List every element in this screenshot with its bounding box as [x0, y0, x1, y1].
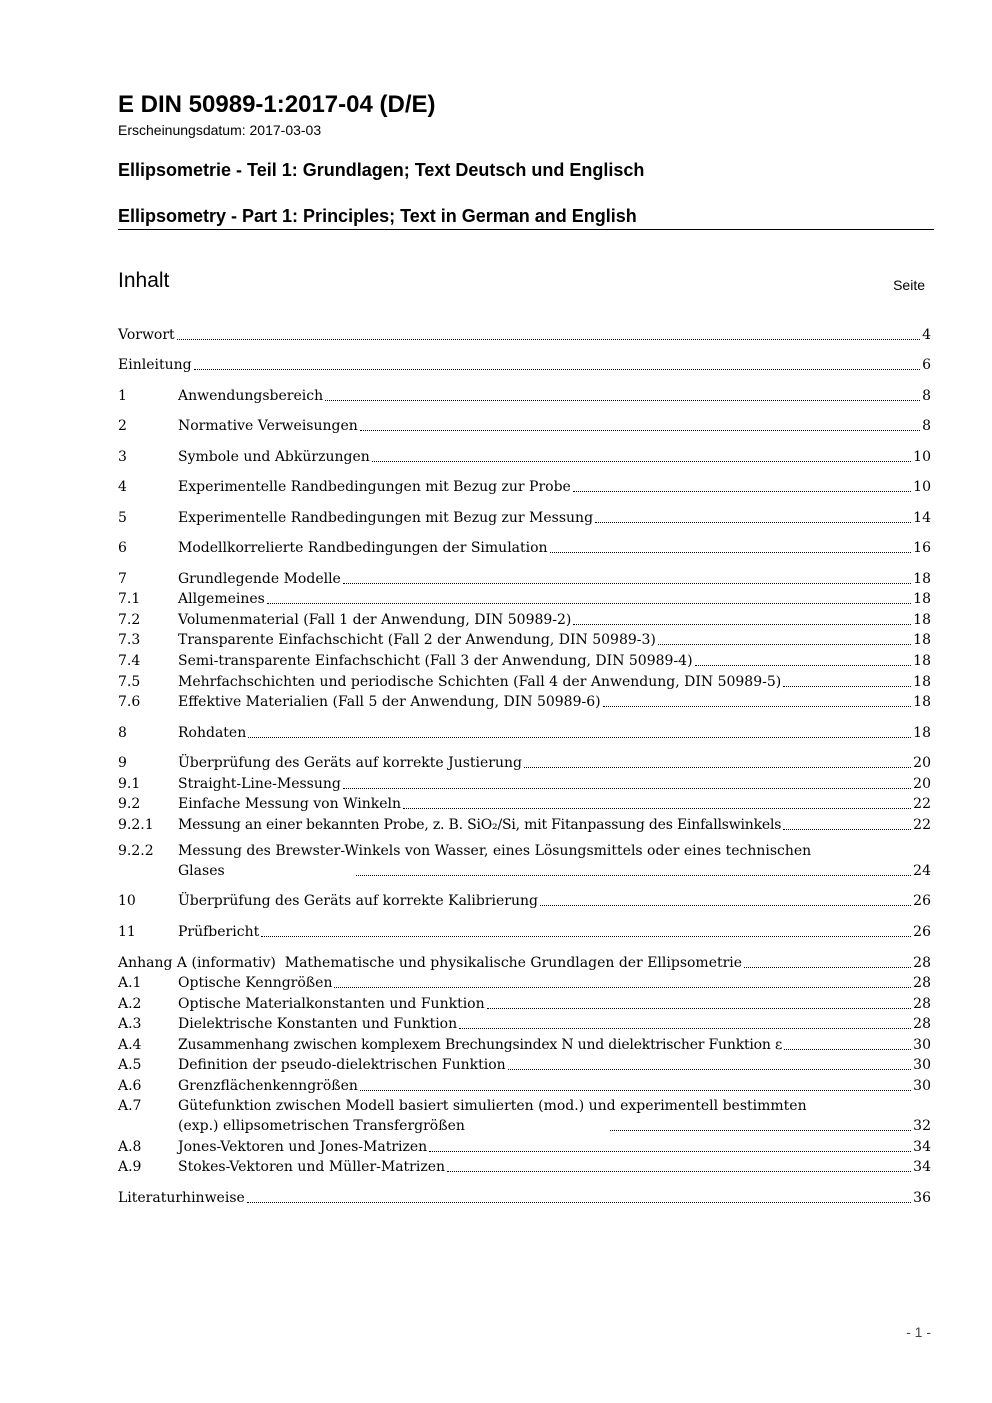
toc-entry-number: A.6 — [118, 1078, 142, 1094]
toc-entry-title: Messung des Brewster-Winkels von Wasser, eines Lösungsmittels oder eines technischen Glases — [178, 843, 812, 879]
toc-entry-page: 20 — [913, 776, 931, 792]
toc-entry-page: 8 — [922, 388, 931, 404]
toc-entry-title: Transparente Einfachschicht (Fall 2 der Anwendung, DIN 50989-3) — [178, 632, 656, 648]
toc-entry-6[interactable] — [118, 538, 931, 558]
publication-date: Erscheinungsdatum: 2017-03-03 — [118, 122, 322, 138]
toc-entry-page: 16 — [913, 540, 931, 556]
toc-entry-title: Straight-Line-Messung — [178, 776, 341, 792]
leader-dots — [247, 1202, 911, 1203]
toc-entry-title: Literaturhinweise — [118, 1190, 245, 1206]
toc-entry-title: Zusammenhang zwischen komplexem Brechungsindex N und dielektrischer Funktion ε — [178, 1037, 783, 1053]
toc-entry-einleitung[interactable] — [118, 355, 931, 375]
leader-dots — [267, 603, 911, 604]
toc-entry-number: 9.2.1 — [118, 817, 154, 833]
toc-entry-a-2[interactable] — [118, 994, 931, 1014]
toc-entry-title: Gütefunktion zwischen Modell basiert simulierten (mod.) und experimentell bestimmten (exp.) ellipsometrischen Transfergrößen — [178, 1098, 807, 1134]
toc-entry-page: 34 — [913, 1139, 931, 1155]
toc-entry-page: 10 — [913, 479, 931, 495]
toc-entry-number: 10 — [118, 893, 136, 909]
toc-entry-title: Überprüfung des Geräts auf korrekte Kalibrierung — [178, 893, 538, 909]
toc-entry-page: 22 — [913, 796, 931, 812]
toc-entry-title: Vorwort — [118, 327, 175, 343]
toc-entry-a-3[interactable] — [118, 1014, 931, 1034]
leader-dots — [429, 1151, 911, 1152]
toc-entry-number: 7.3 — [118, 632, 141, 648]
toc-entry-title: Einleitung — [118, 357, 192, 373]
toc-entry-page: 4 — [922, 327, 931, 343]
toc-entry-page: 24 — [913, 863, 931, 879]
toc-entry-page: 18 — [913, 571, 931, 587]
toc-entry-title: Effektive Materialien (Fall 5 der Anwendung, DIN 50989-6) — [178, 694, 601, 710]
toc-entry-number: 2 — [118, 418, 127, 434]
toc-entry-title: Semi-transparente Einfachschicht (Fall 3 der Anwendung, DIN 50989-4) — [178, 653, 693, 669]
toc-entry-a-4[interactable] — [118, 1035, 931, 1055]
toc-entry-page: 32 — [913, 1118, 931, 1134]
toc-entry-number: 11 — [118, 924, 136, 940]
leader-dots — [573, 491, 911, 492]
toc-entry-number: 3 — [118, 449, 127, 465]
leader-dots — [784, 1049, 911, 1050]
toc-entry-title: Grenzflächenkenngrößen — [178, 1078, 358, 1094]
toc-entry-number: 7.1 — [118, 591, 141, 607]
toc-entry-a-8[interactable] — [118, 1137, 931, 1157]
toc-entry-title: Überprüfung des Geräts auf korrekte Justierung — [178, 755, 522, 771]
toc-entry-number: A.2 — [118, 996, 142, 1012]
toc-entry-page: 30 — [913, 1037, 931, 1053]
toc-entry-title: Grundlegende Modelle — [178, 571, 341, 587]
toc-entry-literaturhinweise[interactable] — [118, 1188, 931, 1208]
toc-entry-a-9[interactable] — [118, 1157, 931, 1177]
toc-entry-title: Anwendungsbereich — [178, 388, 324, 404]
toc-entry-title: Mehrfachschichten und periodische Schichten (Fall 4 der Anwendung, DIN 50989-5) — [178, 674, 782, 690]
toc-entry-number: 7.5 — [118, 674, 141, 690]
toc-entry-number: 8 — [118, 725, 127, 741]
leader-dots — [447, 1171, 911, 1172]
toc-entry-a-7[interactable] — [118, 1096, 931, 1136]
toc-entry-number: 9.2.2 — [118, 843, 154, 859]
toc-entry-9-2[interactable] — [118, 794, 931, 814]
toc-entry-a-5[interactable] — [118, 1055, 931, 1075]
toc-entry-number: A.9 — [118, 1159, 142, 1175]
page-number: - 1 - — [906, 1324, 931, 1340]
toc-entry-title: Modellkorrelierte Randbedingungen der Simulation — [178, 540, 548, 556]
toc-entry-page: 6 — [922, 357, 931, 373]
header-divider — [118, 229, 934, 230]
toc-entry-page: 28 — [913, 996, 931, 1012]
toc-heading: Inhalt — [118, 269, 170, 292]
toc-entry-page: 18 — [913, 725, 931, 741]
toc-entry-page: 34 — [913, 1159, 931, 1175]
toc-entry-number: 7.6 — [118, 694, 141, 710]
toc-entry-2[interactable] — [118, 416, 931, 436]
leader-dots — [595, 522, 911, 523]
toc-entry-title: Symbole und Abkürzungen — [178, 449, 370, 465]
leader-dots — [540, 905, 911, 906]
leader-dots — [744, 967, 911, 968]
toc-entry-title: Experimentelle Randbedingungen mit Bezug zur Messung — [178, 510, 594, 526]
toc-entry-page: 18 — [913, 632, 931, 648]
toc-entry-title: Anhang A (informativ) Mathematische und physikalische Grundlagen der Ellipsometrie — [118, 955, 743, 971]
toc-entry-page: 18 — [913, 591, 931, 607]
leader-dots — [325, 400, 920, 401]
toc-entry-number: 5 — [118, 510, 127, 526]
leader-dots — [508, 1069, 912, 1070]
toc-entry-title: Normative Verweisungen — [178, 418, 358, 434]
toc-entry-1[interactable] — [118, 386, 931, 406]
toc-entry-page: 14 — [913, 510, 931, 526]
toc-entry-title: Definition der pseudo-dielektrischen Funktion — [178, 1057, 506, 1073]
toc-entry-11[interactable] — [118, 922, 931, 942]
toc-entry-number: A.8 — [118, 1139, 142, 1155]
toc-entry-page: 30 — [913, 1078, 931, 1094]
toc-entry-7-3[interactable] — [118, 630, 931, 650]
toc-entry-10[interactable] — [118, 891, 931, 911]
toc-entry-number: 9.1 — [118, 776, 141, 792]
leader-dots — [372, 461, 911, 462]
toc-entry-title: Optische Materialkonstanten und Funktion — [178, 996, 485, 1012]
toc-entry-page: 20 — [913, 755, 931, 771]
leader-dots — [261, 936, 911, 937]
toc-entry-7[interactable] — [118, 569, 931, 589]
toc-entry-number: A.3 — [118, 1016, 142, 1032]
toc-entry-number: 1 — [118, 388, 127, 404]
toc-entry-page: 36 — [913, 1190, 931, 1206]
leader-dots — [194, 369, 921, 370]
toc-entry-9-2-2[interactable] — [118, 841, 931, 881]
toc-entry-page: 28 — [913, 975, 931, 991]
leader-dots — [403, 808, 911, 809]
toc-entry-title: Prüfbericht — [178, 924, 260, 940]
toc-entry-number: A.1 — [118, 975, 142, 991]
leader-dots — [573, 624, 911, 625]
toc-entry-number: 6 — [118, 540, 127, 556]
toc-entry-7-5[interactable] — [118, 672, 931, 692]
toc-entry-number: 4 — [118, 479, 127, 495]
toc-entry-number: A.4 — [118, 1037, 142, 1053]
toc-entry-a-6[interactable] — [118, 1076, 931, 1096]
toc-entry-7-2[interactable] — [118, 610, 931, 630]
leader-dots — [177, 339, 920, 340]
toc-entry-title: Einfache Messung von Winkeln — [178, 796, 401, 812]
toc-entry-page: 18 — [913, 612, 931, 628]
toc-entry-page: 18 — [913, 694, 931, 710]
leader-dots — [550, 552, 912, 553]
leader-dots — [356, 875, 911, 876]
toc-entry-vorwort[interactable] — [118, 325, 931, 345]
toc-entry-title: Jones-Vektoren und Jones-Matrizen — [178, 1139, 428, 1155]
toc-entry-number: 9 — [118, 755, 127, 771]
toc-entry-9-2-1[interactable] — [118, 815, 931, 835]
toc-entry-page: 22 — [913, 817, 931, 833]
toc-entry-number: 7.2 — [118, 612, 141, 628]
toc-entry-7-1[interactable] — [118, 589, 931, 609]
leader-dots — [783, 686, 911, 687]
toc-entry-title: Volumenmaterial (Fall 1 der Anwendung, DIN 50989-2) — [178, 612, 572, 628]
toc-entry-number: A.7 — [118, 1098, 142, 1114]
toc-entry-4[interactable] — [118, 477, 931, 497]
toc-entry-page: 28 — [913, 955, 931, 971]
toc-entry-page: 10 — [913, 449, 931, 465]
leader-dots — [360, 1090, 911, 1091]
toc-entry-number: 7 — [118, 571, 127, 587]
toc-entry-number: 9.2 — [118, 796, 141, 812]
toc-entry-9[interactable] — [118, 753, 931, 773]
document-id: E DIN 50989-1:2017-04 (D/E) — [118, 91, 436, 118]
toc-entry-7-6[interactable] — [118, 692, 931, 712]
toc-page-label: Seite — [893, 277, 925, 293]
toc-entry-title: Allgemeines — [178, 591, 265, 607]
toc-entry-a-1[interactable] — [118, 973, 931, 993]
leader-dots — [524, 767, 911, 768]
toc-entry-title: Experimentelle Randbedingungen mit Bezug zur Probe — [178, 479, 571, 495]
toc-entry-anhang-a[interactable] — [118, 953, 931, 973]
leader-dots — [487, 1008, 912, 1009]
leader-dots — [783, 829, 911, 830]
leader-dots — [343, 583, 911, 584]
leader-dots — [603, 706, 912, 707]
toc-entry-5[interactable] — [118, 508, 931, 528]
toc-entry-page: 8 — [922, 418, 931, 434]
toc-entry-title: Stokes-Vektoren und Müller-Matrizen — [178, 1159, 446, 1175]
title-german: Ellipsometrie - Teil 1: Grundlagen; Text Deutsch und Englisch — [118, 160, 645, 180]
toc-entry-title: Optische Kenngrößen — [178, 975, 333, 991]
toc-entry-7-4[interactable] — [118, 651, 931, 671]
toc-entry-page: 30 — [913, 1057, 931, 1073]
title-english: Ellipsometry - Part 1: Principles; Text in German and English — [118, 206, 637, 226]
toc-entry-title: Messung an einer bekannten Probe, z. B. SiO₂/Si, mit Fitanpassung des Einfallswinkels — [178, 817, 782, 833]
toc-entry-number: A.5 — [118, 1057, 142, 1073]
leader-dots — [334, 987, 911, 988]
toc-entry-page: 18 — [913, 653, 931, 669]
leader-dots — [695, 665, 912, 666]
leader-dots — [610, 1130, 911, 1131]
leader-dots — [248, 737, 911, 738]
toc-entry-title: Dielektrische Konstanten und Funktion — [178, 1016, 458, 1032]
toc-entry-page: 26 — [913, 893, 931, 909]
leader-dots — [459, 1028, 911, 1029]
toc-entry-8[interactable] — [118, 723, 931, 743]
toc-entry-title: Rohdaten — [178, 725, 247, 741]
toc-entry-number: 7.4 — [118, 653, 141, 669]
toc-entry-3[interactable] — [118, 447, 931, 467]
leader-dots — [658, 644, 911, 645]
toc-entry-page: 26 — [913, 924, 931, 940]
leader-dots — [343, 788, 911, 789]
toc-entry-9-1[interactable] — [118, 774, 931, 794]
toc-entry-page: 28 — [913, 1016, 931, 1032]
toc-entry-page: 18 — [913, 674, 931, 690]
leader-dots — [360, 430, 920, 431]
